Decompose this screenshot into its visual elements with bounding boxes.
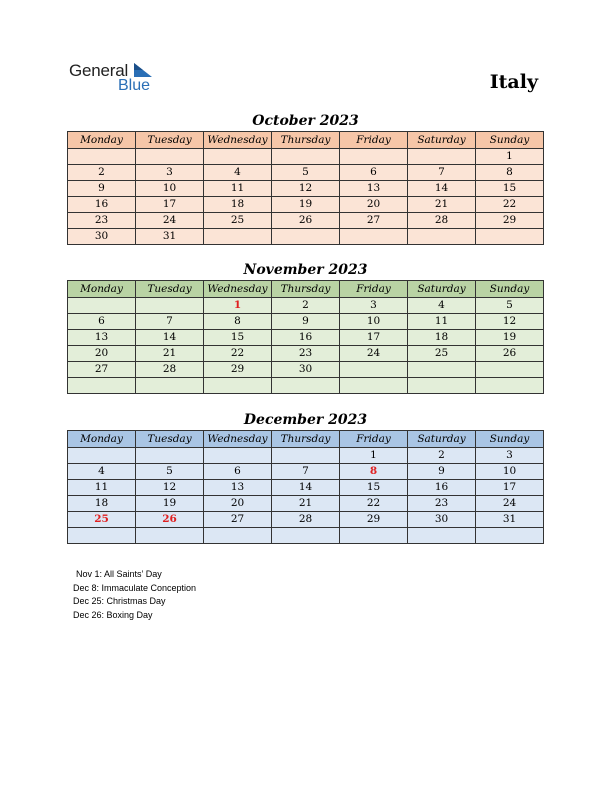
week-row <box>68 197 544 213</box>
day-cell: 15 <box>340 480 408 496</box>
calendar-grid <box>67 131 544 245</box>
day-cell: 10 <box>136 181 204 197</box>
day-cell: 20 <box>204 496 272 512</box>
weekday-header: Friday <box>340 281 408 298</box>
holiday-note: Dec 8: Immaculate Conception <box>73 582 197 593</box>
day-cell <box>476 229 544 245</box>
day-cell: 20 <box>68 346 136 362</box>
weekday-header: Wednesday <box>204 281 272 298</box>
month-december <box>67 410 544 544</box>
day-cell: 19 <box>476 330 544 346</box>
week-row <box>68 464 544 480</box>
day-cell: 22 <box>476 197 544 213</box>
day-cell: 30 <box>408 512 476 528</box>
day-cell: 12 <box>136 480 204 496</box>
day-cell: 14 <box>272 480 340 496</box>
logo <box>69 61 169 97</box>
day-cell: 27 <box>68 362 136 378</box>
day-cell <box>340 378 408 394</box>
day-cell <box>408 229 476 245</box>
day-cell: 2 <box>408 448 476 464</box>
day-cell: 25 <box>204 213 272 229</box>
logo-flag-icon <box>134 63 152 77</box>
day-cell <box>340 528 408 544</box>
week-row <box>68 298 544 314</box>
weekday-header: Wednesday <box>204 431 272 448</box>
day-cell: 4 <box>408 298 476 314</box>
weekday-header: Thursday <box>272 431 340 448</box>
holiday-notes <box>73 568 196 622</box>
weekday-header: Sunday <box>476 132 544 149</box>
weekday-header: Monday <box>68 431 136 448</box>
day-cell: 24 <box>340 346 408 362</box>
day-cell <box>476 528 544 544</box>
weekday-header: Friday <box>340 132 408 149</box>
day-cell: 29 <box>476 213 544 229</box>
day-cell: 9 <box>68 181 136 197</box>
weekday-header: Sunday <box>476 431 544 448</box>
week-row <box>68 378 544 394</box>
day-cell: 25 <box>68 512 136 528</box>
weekday-header: Monday <box>68 281 136 298</box>
day-cell: 5 <box>272 165 340 181</box>
week-row <box>68 181 544 197</box>
day-cell: 12 <box>476 314 544 330</box>
day-cell <box>204 149 272 165</box>
day-cell: 1 <box>204 298 272 314</box>
weekday-header-row <box>68 281 544 298</box>
month-title: October 2023 <box>252 113 359 129</box>
day-cell: 4 <box>68 464 136 480</box>
day-cell: 28 <box>272 512 340 528</box>
day-cell: 31 <box>476 512 544 528</box>
day-cell: 11 <box>68 480 136 496</box>
day-cell: 14 <box>408 181 476 197</box>
day-cell: 16 <box>408 480 476 496</box>
week-row <box>68 528 544 544</box>
day-cell: 6 <box>204 464 272 480</box>
day-cell: 1 <box>476 149 544 165</box>
week-row <box>68 480 544 496</box>
month-title: December 2023 <box>243 412 368 428</box>
holiday-note: Dec 25: Christmas Day <box>73 596 166 606</box>
day-cell <box>136 528 204 544</box>
day-cell <box>408 362 476 378</box>
day-cell <box>136 448 204 464</box>
day-cell: 19 <box>136 496 204 512</box>
day-cell: 13 <box>340 181 408 197</box>
day-cell: 26 <box>272 213 340 229</box>
week-row <box>68 362 544 378</box>
day-cell: 20 <box>340 197 408 213</box>
day-cell: 17 <box>476 480 544 496</box>
day-cell: 5 <box>476 298 544 314</box>
day-cell: 28 <box>136 362 204 378</box>
day-cell <box>204 229 272 245</box>
month-october <box>67 111 544 245</box>
day-cell: 21 <box>408 197 476 213</box>
day-cell <box>68 448 136 464</box>
day-cell: 27 <box>340 213 408 229</box>
day-cell: 13 <box>68 330 136 346</box>
day-cell: 7 <box>272 464 340 480</box>
day-cell <box>408 528 476 544</box>
day-cell: 3 <box>136 165 204 181</box>
day-cell: 17 <box>340 330 408 346</box>
weekday-header-row <box>68 132 544 149</box>
day-cell <box>340 229 408 245</box>
day-cell: 13 <box>204 480 272 496</box>
weekday-header: Thursday <box>272 281 340 298</box>
day-cell: 24 <box>476 496 544 512</box>
day-cell: 29 <box>204 362 272 378</box>
day-cell <box>476 362 544 378</box>
week-row <box>68 346 544 362</box>
day-cell <box>272 448 340 464</box>
day-cell: 28 <box>408 213 476 229</box>
day-cell: 12 <box>272 181 340 197</box>
day-cell: 23 <box>68 213 136 229</box>
day-cell: 1 <box>340 448 408 464</box>
day-cell <box>136 298 204 314</box>
weekday-header: Saturday <box>408 281 476 298</box>
day-cell <box>136 149 204 165</box>
day-cell <box>340 362 408 378</box>
month-title: November 2023 <box>243 262 368 278</box>
day-cell: 19 <box>272 197 340 213</box>
week-row <box>68 512 544 528</box>
week-row <box>68 448 544 464</box>
weekday-header: Friday <box>340 431 408 448</box>
day-cell <box>204 378 272 394</box>
day-cell: 6 <box>68 314 136 330</box>
day-cell: 10 <box>476 464 544 480</box>
day-cell: 30 <box>272 362 340 378</box>
week-row <box>68 330 544 346</box>
day-cell: 22 <box>340 496 408 512</box>
day-cell <box>340 149 408 165</box>
day-cell: 18 <box>204 197 272 213</box>
day-cell <box>68 378 136 394</box>
day-cell: 16 <box>68 197 136 213</box>
day-cell: 23 <box>408 496 476 512</box>
week-row <box>68 165 544 181</box>
calendar-grid <box>67 430 544 544</box>
day-cell: 7 <box>136 314 204 330</box>
day-cell: 15 <box>476 181 544 197</box>
day-cell: 15 <box>204 330 272 346</box>
week-row <box>68 149 544 165</box>
day-cell: 2 <box>272 298 340 314</box>
day-cell: 3 <box>340 298 408 314</box>
weekday-header: Tuesday <box>136 431 204 448</box>
day-cell: 18 <box>408 330 476 346</box>
day-cell: 22 <box>204 346 272 362</box>
day-cell: 4 <box>204 165 272 181</box>
week-row <box>68 229 544 245</box>
day-cell: 7 <box>408 165 476 181</box>
day-cell: 14 <box>136 330 204 346</box>
day-cell <box>272 528 340 544</box>
day-cell <box>272 378 340 394</box>
day-cell <box>68 149 136 165</box>
day-cell <box>136 378 204 394</box>
week-row <box>68 314 544 330</box>
day-cell: 5 <box>136 464 204 480</box>
day-cell: 24 <box>136 213 204 229</box>
day-cell: 11 <box>408 314 476 330</box>
logo-text-blue: Blue <box>118 77 151 94</box>
day-cell <box>272 229 340 245</box>
day-cell: 21 <box>136 346 204 362</box>
day-cell <box>408 378 476 394</box>
weekday-header: Saturday <box>408 431 476 448</box>
day-cell: 29 <box>340 512 408 528</box>
day-cell: 8 <box>204 314 272 330</box>
weekday-header: Tuesday <box>136 132 204 149</box>
day-cell: 18 <box>68 496 136 512</box>
day-cell: 26 <box>476 346 544 362</box>
day-cell <box>204 448 272 464</box>
weekday-header-row <box>68 431 544 448</box>
country-name: Italy <box>489 71 538 93</box>
day-cell: 6 <box>340 165 408 181</box>
day-cell: 9 <box>408 464 476 480</box>
day-cell: 2 <box>68 165 136 181</box>
day-cell: 10 <box>340 314 408 330</box>
logo-text-general: General <box>69 61 129 80</box>
day-cell <box>408 149 476 165</box>
day-cell: 3 <box>476 448 544 464</box>
month-november <box>67 260 544 394</box>
weekday-header: Wednesday <box>204 132 272 149</box>
day-cell: 31 <box>136 229 204 245</box>
holiday-note: Dec 26: Boxing Day <box>73 609 153 620</box>
day-cell: 8 <box>476 165 544 181</box>
day-cell <box>68 528 136 544</box>
day-cell: 8 <box>340 464 408 480</box>
day-cell: 11 <box>204 181 272 197</box>
day-cell <box>204 528 272 544</box>
day-cell: 9 <box>272 314 340 330</box>
day-cell: 16 <box>272 330 340 346</box>
day-cell <box>476 378 544 394</box>
calendar-grid <box>67 280 544 394</box>
week-row <box>68 496 544 512</box>
day-cell <box>272 149 340 165</box>
day-cell: 21 <box>272 496 340 512</box>
weekday-header: Monday <box>68 132 136 149</box>
weekday-header: Saturday <box>408 132 476 149</box>
weekday-header: Sunday <box>476 281 544 298</box>
day-cell: 26 <box>136 512 204 528</box>
day-cell: 23 <box>272 346 340 362</box>
day-cell: 25 <box>408 346 476 362</box>
day-cell: 17 <box>136 197 204 213</box>
week-row <box>68 213 544 229</box>
day-cell: 30 <box>68 229 136 245</box>
holiday-note: Nov 1: All Saints’ Day <box>76 569 162 579</box>
weekday-header: Thursday <box>272 132 340 149</box>
weekday-header: Tuesday <box>136 281 204 298</box>
day-cell <box>68 298 136 314</box>
day-cell: 27 <box>204 512 272 528</box>
